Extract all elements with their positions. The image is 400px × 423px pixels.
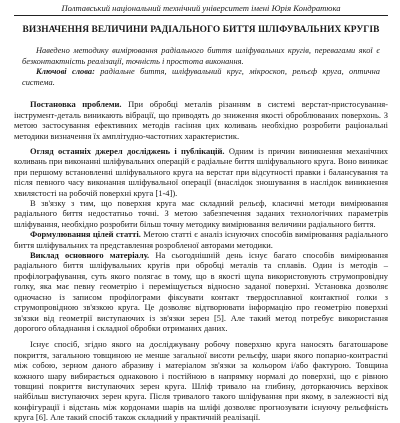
article-title: ВИЗНАЧЕННЯ ВЕЛИЧИНИ РАДІАЛЬНОГО БИТТЯ ШЛІФУВАЛЬНИХ КРУГІВ bbox=[22, 25, 380, 35]
paragraph-text: Метою статті є аналіз існуючих способів вимірювання радіального биття шліфувальних та представлення розробленої авторами методики. bbox=[14, 229, 389, 250]
paragraph-text: В зв'язку з тим, що поверхня круга має складний рельєф, класичні методи вимірювання радіального биття недостатньо точні. З метою забезпечення заданих технологічних параметрів шліфування, необхідно розробити більш точну методику вимірювання величини радіального биття. bbox=[14, 198, 388, 229]
paragraph-review bbox=[14, 146, 388, 198]
section-lead: Формулювання цілей статті. bbox=[30, 229, 141, 240]
article-body bbox=[14, 99, 388, 422]
paragraph-text: При обробці металів різанням в системі верстат-пристосування-інструмент-деталь виникають вібрації, що приводять до зниження якості оброблюваних поверхонь. З метою застосування ефективних методів гасіння цих коливань необхідно розробити раціональні методики визначення їх амплітудно-частотних характеристик. bbox=[14, 99, 389, 141]
abstract-text: Наведено методику вимірювання радіального биття шліфувальних кругів, перевагами якої є безконтактність реалізації, точність і простота виконання. bbox=[22, 46, 380, 66]
section-lead: Виклад основного матеріалу. bbox=[30, 250, 150, 261]
abstract-block bbox=[22, 46, 380, 88]
section-lead: Постановка проблеми. bbox=[30, 99, 122, 110]
section-lead: Огляд останніх джерел досліджень і публікацій. bbox=[30, 146, 225, 156]
paragraph-text: Одним із причин виникнення механічних коливань при виконанні шліфувальних операцій є радіальне биття шліфувального круга. Воно виникає при першому встановленні шліфувального круга на верстат при відсутності правки і балансування та після певного часу виконання шліфувальної операції (внаслідок зношування в наслідок виникнення хвилястості на робочій поверхні круга [1-4]). bbox=[14, 146, 388, 198]
paragraph-text: На сьогоднішній день існує багато способів вимірювання радіального биття шліфувальних кругів при обробці металів та сплавів. Один із методів – профілографування, суть якого полягає в тому, що в якості щупа використовують струмопровідну голку, яка має певну геометрію і переміщується відносно заданої поверхні. Установка дозволяє одночасно із записом профілограми фіксувати контакт твердосплавної контактної голки з струмопровідною зв'язкою круга. Це дозволяє відтворювати інформацію про геометрію поверхні зв'язки від геометрії виступаючих із зв'язки зерен [5]. Але такий метод потребує використання дорогого обладнання і складної обробки отриманих даних. bbox=[14, 250, 388, 333]
paragraph-method bbox=[14, 339, 388, 422]
keywords-label: Ключові слова: bbox=[36, 67, 95, 77]
keywords-text: радіальне биття, шліфувальний круг, мікроскоп, рельєф круга, оптична система. bbox=[22, 67, 380, 87]
paragraph-text: Існує спосіб, згідно якого на досліджувану робочу поверхню круга наносять багатошарове покриття, загальною товщиною не менше загальної висоти рельєфу, шари якого попарно-контрастні між собою, зерном даного абразиву і матеріалом зв'язки за кольором і/або фактурою. Товщина кожного шару вибирається однаковою і постійною в напрямку нормалі до поверхні, що є рівною товщині покриття виступаючих зерен круга. Шліф тривало на глибину, доторкаючись верхівок найбільш виступаючих зерен круга. Після тривалого такого шліфування при якому, в залежності від конфігурації і відстань між кордонами шарів на шліфі дозволяє прогнозувати існуючу рельєфність круга [6]. Але такий спосіб також складний у практичній реалізації. bbox=[14, 339, 388, 423]
paragraph-review-continued bbox=[14, 198, 388, 229]
paragraph-main bbox=[14, 250, 388, 333]
keywords-line bbox=[22, 67, 380, 88]
paragraph-problem bbox=[14, 99, 388, 141]
running-header: Полтавський національний технічний університет імені Юрія Кондратюка bbox=[14, 0, 388, 16]
paragraph-goals bbox=[14, 229, 388, 250]
paper-page bbox=[14, 0, 389, 423]
